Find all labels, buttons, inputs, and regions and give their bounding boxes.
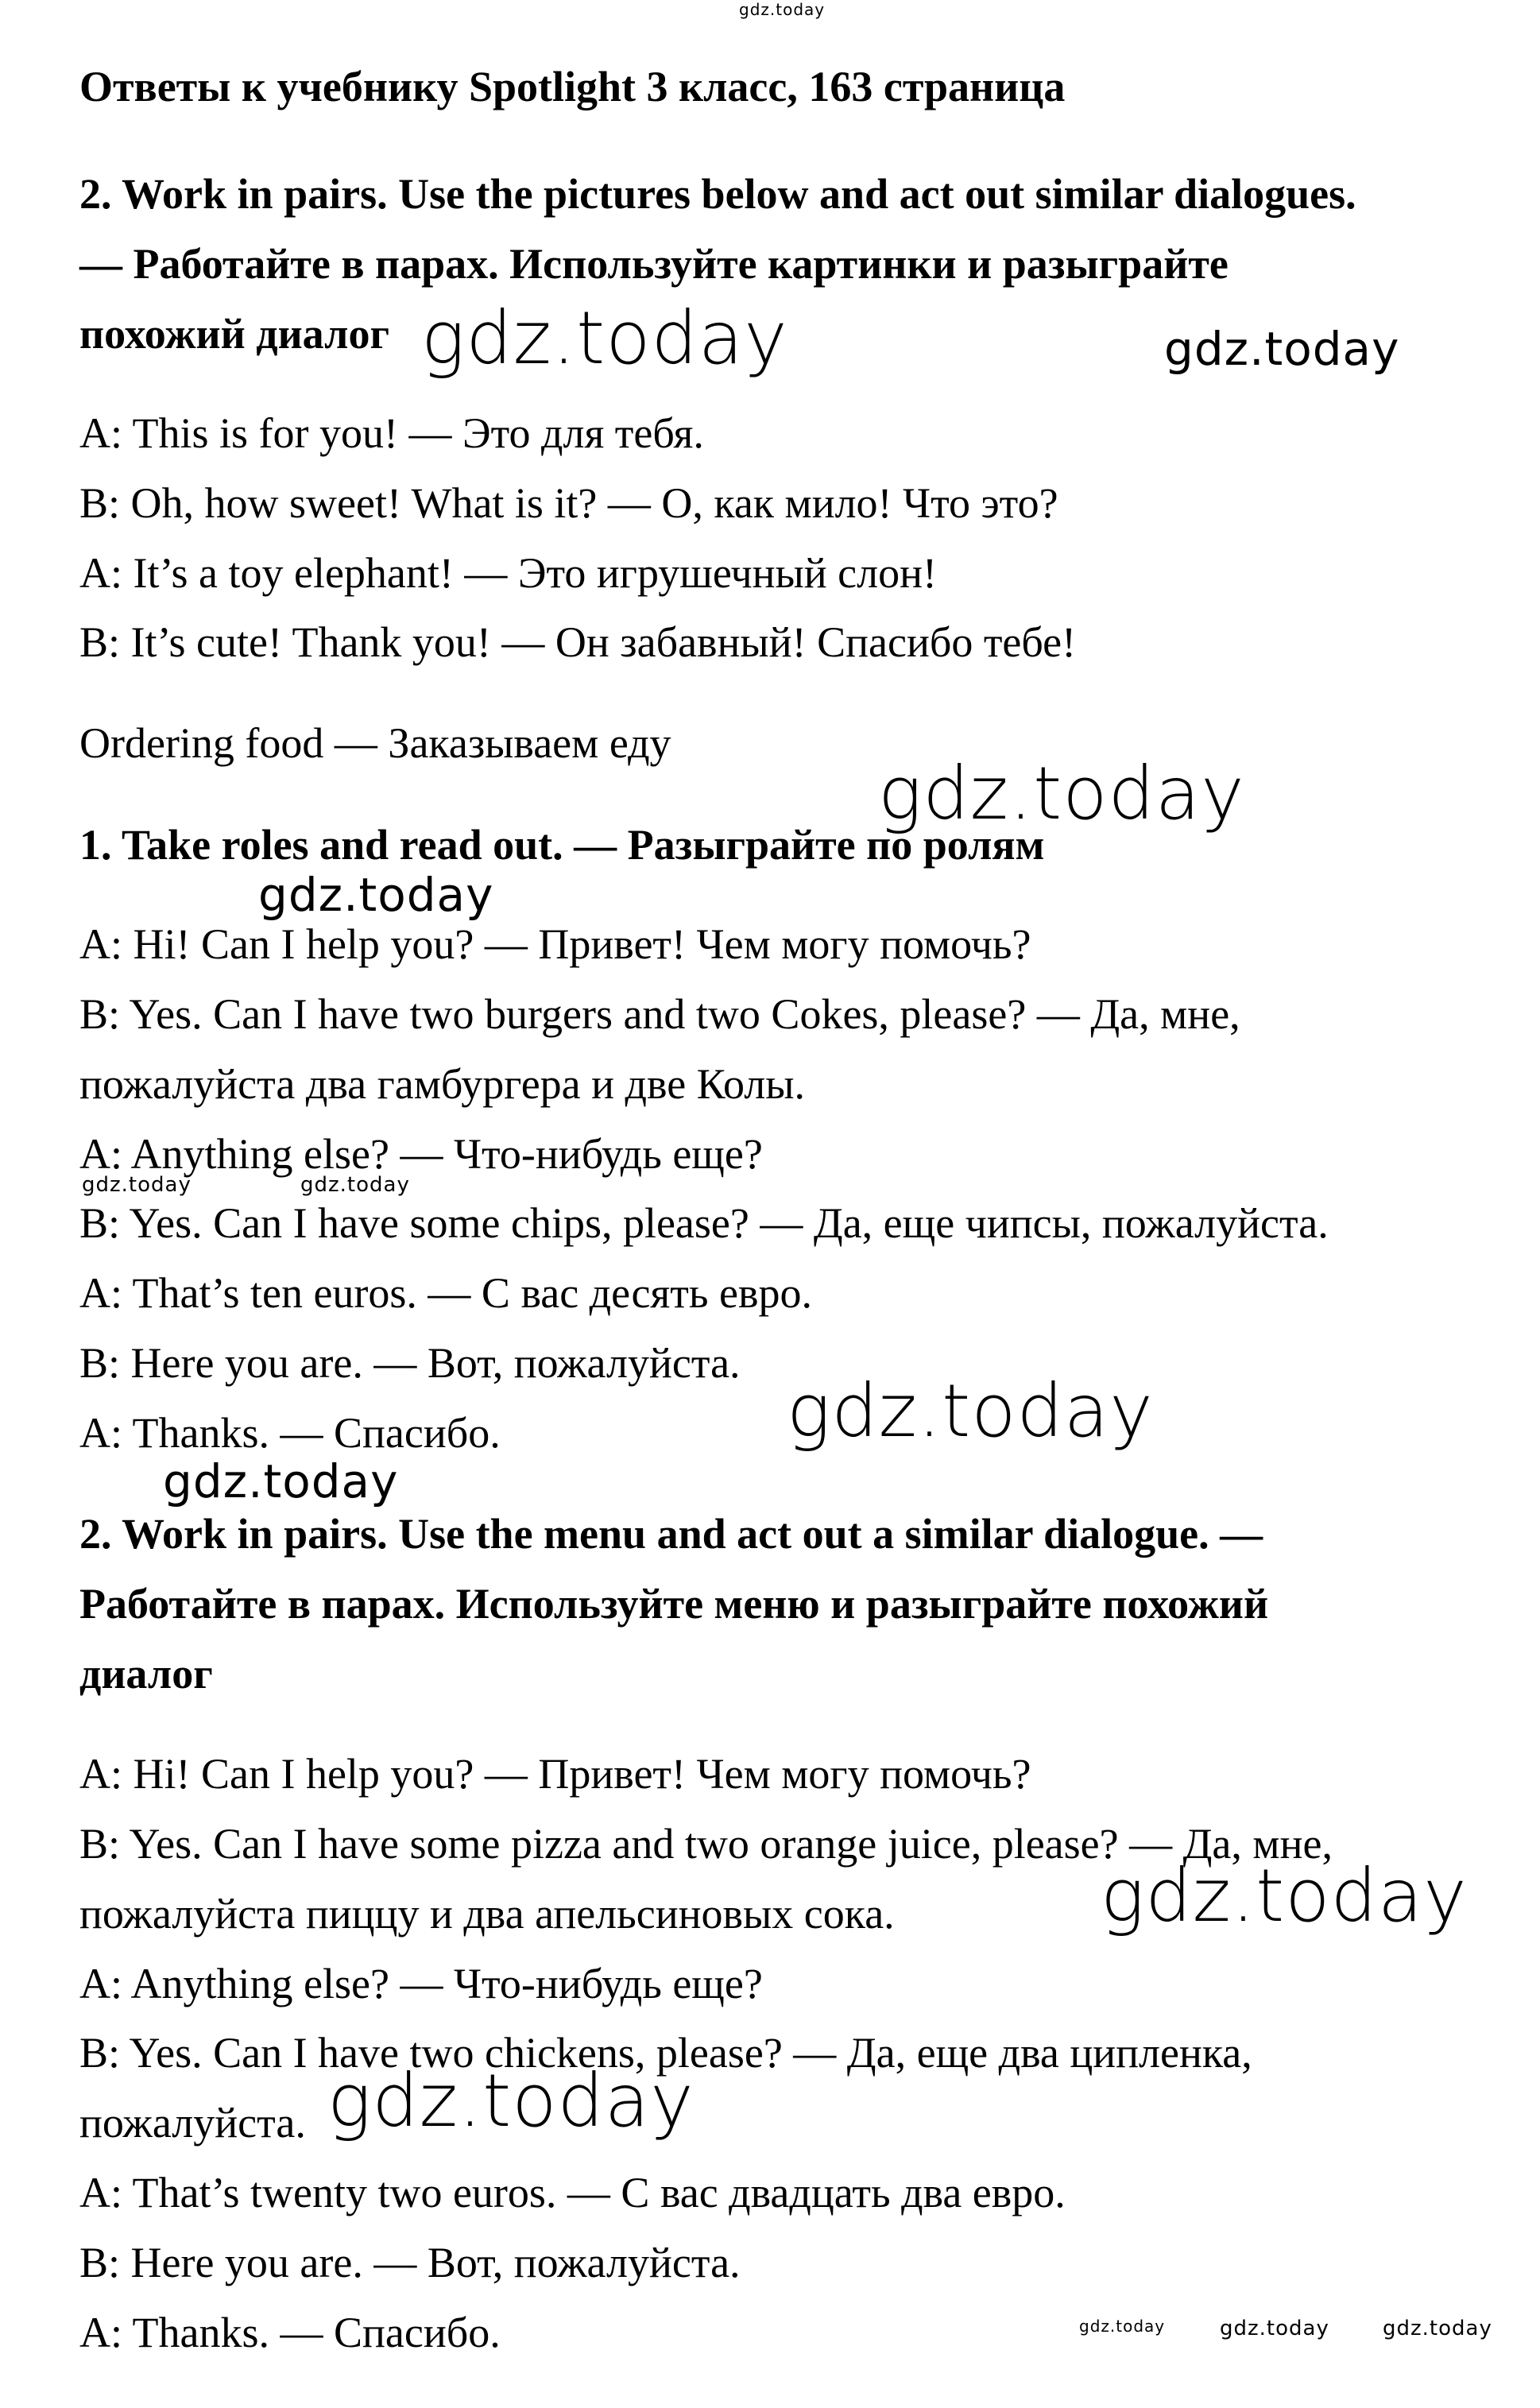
task-heading-line: похожий диалог [79, 310, 389, 358]
dialogue-line: B: Oh, how sweet! What is it? — О, как мило! Что это? [79, 479, 1058, 527]
watermark: gdz.today [1220, 2317, 1329, 2340]
dialogue-line: B: It’s cute! Thank you! — Он забавный! Спасибо тебе! [79, 618, 1077, 666]
dialogue-line: B: Yes. Can I have some pizza and two orange juice, please? — Да, мне, [79, 1820, 1333, 1868]
watermark: gdz.today [1383, 2317, 1492, 2340]
dialogue-line: пожалуйста. [79, 2099, 306, 2147]
task-heading-line: 2. Work in pairs. Use the menu and act out a similar dialogue. — [79, 1510, 1263, 1558]
watermark: gdz.today [878, 751, 1245, 836]
dialogue-line: A: It’s a toy elephant! — Это игрушечный слон! [79, 549, 937, 597]
dialogue-line: A: Anything else? — Что-нибудь еще? [79, 1130, 763, 1178]
dialogue-line: A: Hi! Can I help you? — Привет! Чем могу помочь? [79, 920, 1031, 968]
task-heading-line: — Работайте в парах. Используйте картинки и разыграйте [79, 240, 1229, 288]
dialogue-line: A: Hi! Can I help you? — Привет! Чем могу помочь? [79, 1750, 1031, 1798]
dialogue-line: B: Here you are. — Вот, пожалуйста. [79, 2239, 741, 2286]
watermark: gdz.today [1079, 2317, 1166, 2336]
dialogue-line: A: Thanks. — Спасибо. [79, 1409, 501, 1457]
watermark: gdz.today [1164, 322, 1400, 376]
task-heading-line: Работайте в парах. Используйте меню и разыграйте похожий [79, 1580, 1269, 1628]
dialogue-line: пожалуйста два гамбургера и две Колы. [79, 1060, 806, 1108]
dialogue-line: B: Here you are. — Вот, пожалуйста. [79, 1339, 741, 1387]
dialogue-line: A: This is for you! — Это для тебя. [79, 409, 704, 457]
watermark: gdz.today [739, 0, 826, 19]
task-heading-line: 2. Work in pairs. Use the pictures below and act out similar dialogues. [79, 170, 1356, 218]
watermark: gdz.today [82, 1173, 192, 1197]
dialogue-line: B: Yes. Can I have two burgers and two Cokes, please? — Да, мне, [79, 990, 1240, 1038]
page-title: Ответы к учебнику Spotlight 3 класс, 163 страница [79, 63, 1066, 110]
watermark: gdz.today [421, 296, 788, 381]
task-heading-line: диалог [79, 1650, 213, 1698]
watermark: gdz.today [1101, 1853, 1468, 1938]
dialogue-line: A: That’s twenty two euros. — С вас двадцать два евро. [79, 2169, 1066, 2216]
dialogue-line: A: Anything else? — Что-нибудь еще? [79, 1960, 763, 2007]
dialogue-line: пожалуйста пиццу и два апельсиновых сока. [79, 1890, 895, 1938]
watermark: gdz.today [163, 1454, 399, 1508]
watermark: gdz.today [258, 868, 494, 922]
dialogue-line: A: Thanks. — Спасибо. [79, 2309, 501, 2356]
dialogue-line: A: That’s ten euros. — С вас десять евро. [79, 1269, 812, 1317]
section-title: Ordering food — Заказываем еду [79, 719, 671, 767]
task-heading-line: 1. Take roles and read out. — Разыграйте по ролям [79, 821, 1045, 869]
watermark: gdz.today [787, 1369, 1154, 1454]
watermark: gdz.today [327, 2058, 695, 2143]
dialogue-line: B: Yes. Can I have two chickens, please? — Да, еще два ципленка, [79, 2029, 1252, 2077]
dialogue-line: B: Yes. Can I have some chips, please? — Да, еще чипсы, пожалуйста. [79, 1199, 1329, 1247]
watermark: gdz.today [300, 1173, 410, 1197]
